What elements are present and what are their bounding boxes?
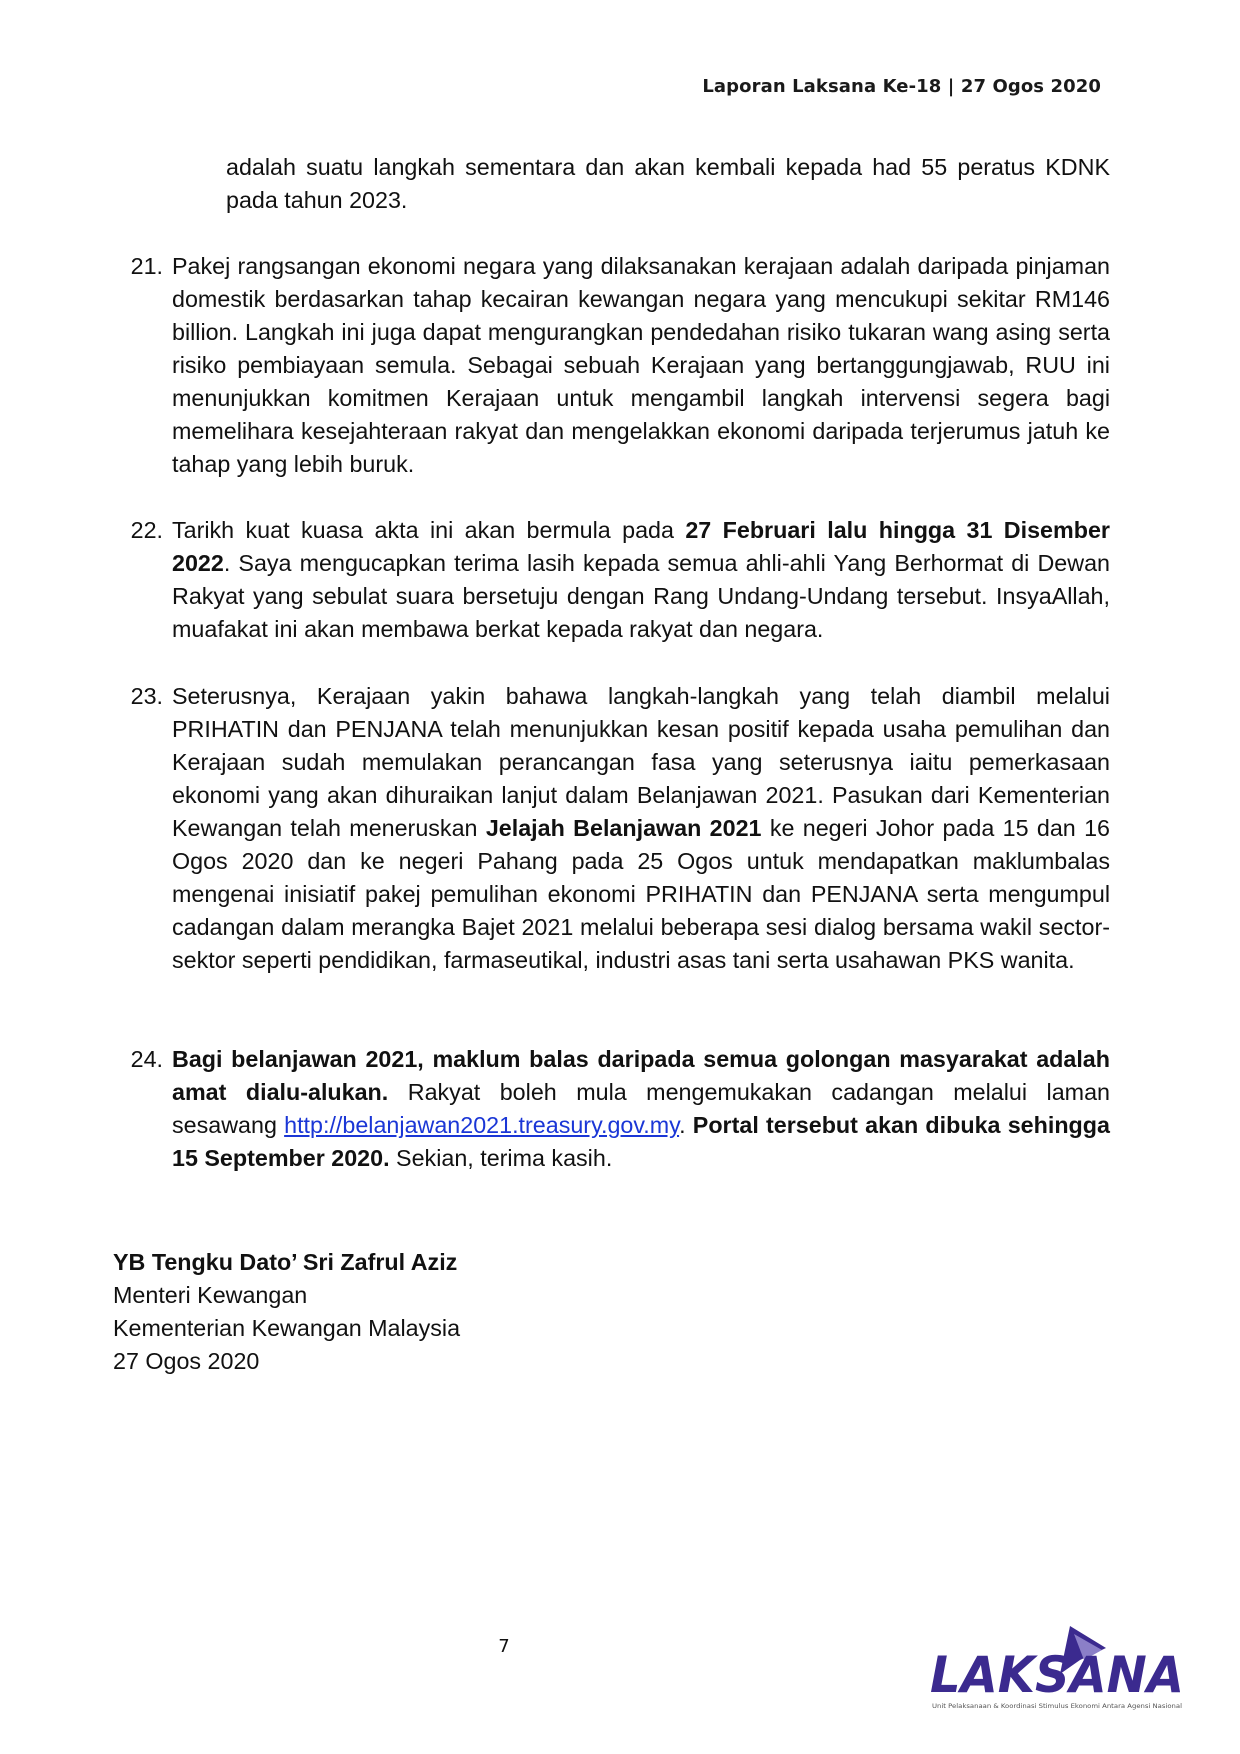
paragraph-21	[130, 250, 1110, 481]
page-number: 7	[498, 1636, 510, 1657]
paragraph-text: . Saya mengucapkan terima lasih kepada semua ahli-ahli Yang Berhormat di Dewan Rakyat yang sebulat suara bersetuju dengan Rang Undang-Undang tersebut. InsyaAllah, muafakat ini akan membawa berkat kepada rakyat dan negara.	[172, 550, 1110, 642]
paragraph-text: Pakej rangsangan ekonomi negara yang dilaksanakan kerajaan adalah daripada pinjaman domestik berdasarkan tahap kecairan kewangan negara yang mencukupi sekitar RM146 billion. Langkah ini juga dapat mengurangkan pendedahan risiko tukaran wang asing serta risiko pembiayaan semula. Sebagai sebuah Kerajaan yang bertanggungjawab, RUU ini menunjukkan komitmen Kerajaan untuk mengambil langkah intervensi segera bagi memelihara kesejahteraan rakyat dan mengelakkan ekonomi daripada terjerumus jatuh ke tahap yang lebih buruk.	[172, 253, 1110, 477]
continuation-paragraph	[226, 151, 1110, 217]
paragraph-text: ke negeri Johor pada 15 dan 16 Ogos 2020 dan ke negeri Pahang pada 25 Ogos untuk mendapatkan maklumbalas mengenai inisiatif pakej pemulihan ekonomi PRIHATIN dan PENJANA serta mengumpul cadangan dalam merangka Bajet 2021 melalui beberapa sesi dialog bersama wakil sector-sektor seperti pendidikan, farmaseutikal, industri asas tani serta usahawan PKS wanita.	[172, 815, 1110, 973]
paragraph-number: 21.	[130, 253, 163, 279]
logo-wordmark: LAKSANA	[930, 1646, 1184, 1704]
portal-bold: Portal tersebut akan dibuka sehingga 15 September 2020.	[172, 1112, 1110, 1171]
signature-block	[113, 1246, 460, 1378]
paragraph-text: Rakyat boleh mula mengemukakan cadangan melalui laman sesawang	[172, 1079, 1110, 1138]
paragraph-text: Seterusnya, Kerajaan yakin bahawa langkah-langkah yang telah diambil melalui PRIHATIN dan PENJANA telah menunjukkan kesan positif kepada usaha pemulihan dan Kerajaan sudah memulakan perancangan fasa yang seterusnya iaitu pemerkasaan ekonomi yang akan dihuraikan lanjut dalam Belanjawan 2021. Pasukan dari Kementerian Kewangan telah meneruskan	[172, 683, 1110, 841]
paragraph-number: 23.	[130, 683, 163, 709]
paragraph-text: Tarikh kuat kuasa akta ini akan bermula pada	[172, 517, 686, 543]
paragraph-number: 22.	[130, 517, 163, 543]
continuation-text: adalah suatu langkah sementara dan akan kembali kepada had 55 peratus KDNK pada tahun 2023.	[226, 154, 1110, 213]
signatory-name: YB Tengku Dato’ Sri Zafrul Aziz	[113, 1249, 458, 1275]
signature-date: 27 Ogos 2020	[113, 1348, 260, 1374]
feedback-bold: Bagi belanjawan 2021, maklum balas daripada semua golongan masyarakat adalah amat dialu-alukan.	[172, 1046, 1110, 1105]
laksana-logo	[928, 1620, 1190, 1712]
signatory-title: Menteri Kewangan	[113, 1282, 308, 1308]
paragraph-23	[130, 680, 1110, 977]
paragraph-text: Sekian, terima kasih.	[389, 1145, 613, 1171]
paragraph-22	[130, 514, 1110, 646]
paragraph-24	[130, 1043, 1110, 1175]
paragraph-number: 24.	[130, 1046, 163, 1072]
report-header: Laporan Laksana Ke-18 | 27 Ogos 2020	[702, 76, 1101, 97]
belanjawan-link[interactable]: http://belanjawan2021.treasury.gov.my	[284, 1112, 680, 1138]
signatory-ministry: Kementerian Kewangan Malaysia	[113, 1315, 461, 1341]
paragraph-text: .	[679, 1112, 693, 1138]
logo-tagline: Unit Pelaksanaan & Koordinasi Stimulus Ekonomi Antara Agensi Nasional	[932, 1703, 1183, 1710]
jelajah-bold: Jelajah Belanjawan 2021	[485, 815, 762, 841]
effective-date-bold: 27 Februari lalu hingga 31 Disember 2022	[172, 517, 1110, 576]
